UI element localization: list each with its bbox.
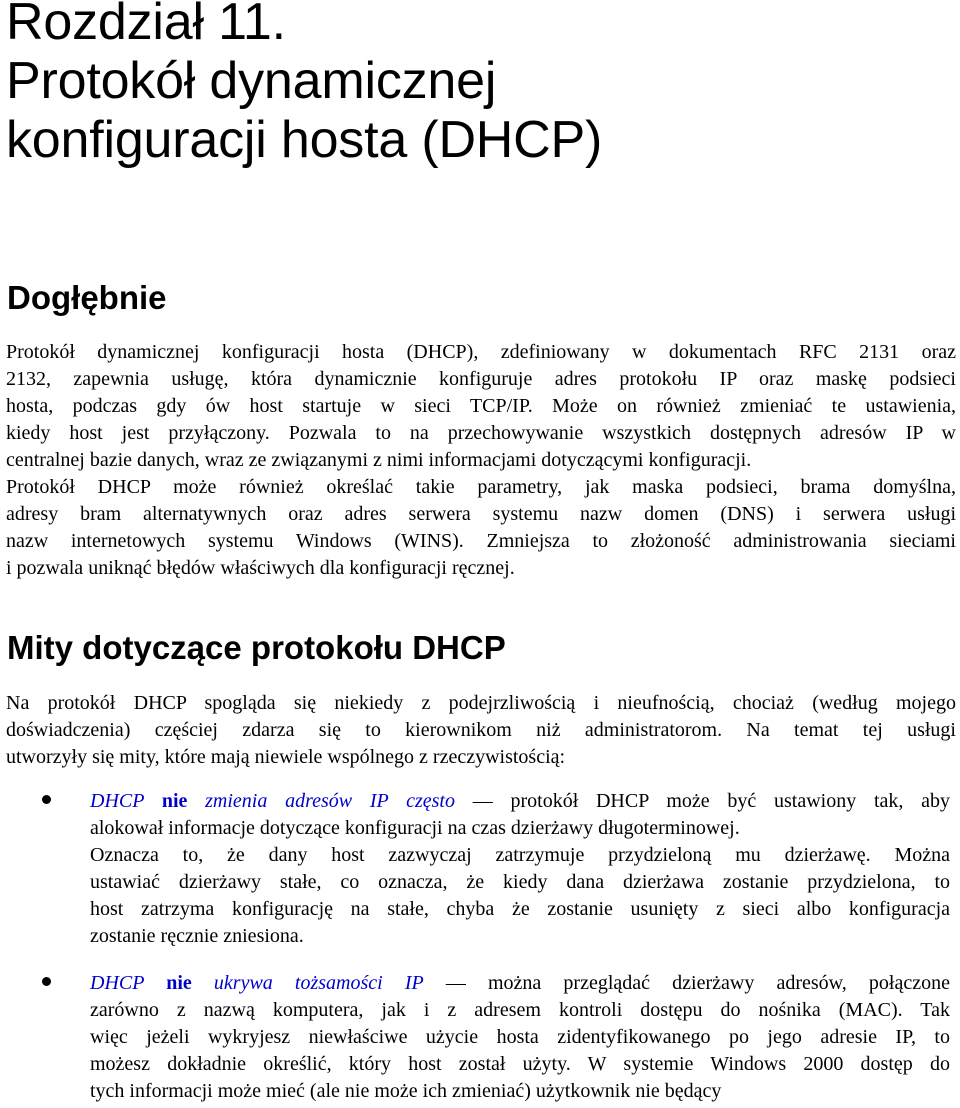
- text-line: ustawiać dzierżawy stałe, co oznacza, że kiedy dana dzierżawa zostanie przydzielona, to: [90, 871, 950, 893]
- section-heading-mity: Mity dotyczące protokołu DHCP: [7, 629, 506, 666]
- text-line: nazw internetowych systemu Windows (WINS). Zmniejsza to złożoność administrowania sieciami: [6, 530, 956, 552]
- myth-title: DHCP nie ukrywa tożsamości IP: [90, 972, 424, 994]
- bullet-icon: [42, 977, 51, 986]
- text-line: Protokół dynamicznej konfiguracji hosta (DHCP), zdefiniowany w dokumentach RFC 2131 oraz: [6, 341, 956, 363]
- text-line: kiedy host jest przyłączony. Pozwala to na przechowywanie wszystkich dostępnych adresów IP w: [6, 422, 956, 444]
- text-line: host zatrzyma konfigurację na stałe, chyba że zostanie usunięty z sieci albo konfiguracja: [90, 898, 950, 920]
- chapter-title-line: konfiguracji hosta (DHCP): [6, 111, 603, 169]
- text-line: 2132, zapewnia usługę, która dynamicznie konfiguruje adres protokołu IP oraz maskę podsieci: [6, 368, 956, 390]
- chapter-title-line: Rozdział 11.: [6, 0, 286, 51]
- text-line: DHCP nie zmienia adresów IP często — protokół DHCP może być ustawiony tak, aby: [90, 790, 950, 812]
- text-line: i pozwala uniknąć błędów właściwych dla konfiguracji ręcznej.: [6, 557, 515, 579]
- myth-title: DHCP nie zmienia adresów IP często: [90, 790, 455, 812]
- section-heading-doglebnie: Dogłębnie: [7, 279, 167, 316]
- text-line: tych informacji może mieć (ale nie może ich zmieniać) użytkownik nie będący: [90, 1080, 722, 1102]
- text-line: utworzyły się mity, które mają niewiele wspólnego z rzeczywistością:: [6, 746, 566, 768]
- bullet-icon: [42, 795, 51, 804]
- text-line: Na protokół DHCP spogląda się niekiedy z podejrzliwością i nieufnością, chociaż (według mojego: [6, 692, 956, 714]
- list-item-body: [90, 788, 950, 950]
- text-line: Oznacza to, że dany host zazwyczaj zatrzymuje przydzieloną mu dzierżawę. Można: [90, 844, 950, 866]
- text-line: DHCP nie ukrywa tożsamości IP — można przeglądać dzierżawy adresów, połączone: [90, 972, 950, 994]
- text-line: centralnej bazie danych, wraz ze związanymi z nimi informacjami dotyczącymi konfiguracji.: [6, 449, 752, 471]
- paragraph-mity: [6, 690, 956, 771]
- list-item-body: [90, 970, 950, 1105]
- text-line: adresy bram alternatywnych oraz adres serwera systemu nazw domen (DNS) i serwera usługi: [6, 503, 956, 525]
- chapter-title: [6, 0, 956, 169]
- text-line: możesz dokładnie określić, który host został użyty. W systemie Windows 2000 dostęp do: [90, 1053, 950, 1075]
- text-line: zostanie ręcznie zniesiona.: [90, 925, 304, 947]
- text-line: hosta, podczas gdy ów host startuje w sieci TCP/IP. Może on również zmieniać te ustawienia,: [6, 395, 956, 417]
- chapter-title-line: Protokół dynamicznej: [6, 52, 497, 110]
- text-line: zarówno z nazwą komputera, jak i z adresem kontroli dostępu do nośnika (MAC). Tak: [90, 999, 950, 1021]
- text-line: doświadczenia) częściej zdarza się to kierownikom niż administratorom. Na temat tej usługi: [6, 719, 956, 741]
- text-line: alokował informacje dotyczące konfiguracji na czas dzierżawy długoterminowej.: [90, 817, 740, 839]
- paragraph-intro: [6, 339, 956, 582]
- text-line: Protokół DHCP może również określać takie parametry, jak maska podsieci, brama domyślna,: [6, 476, 956, 498]
- text-line: więc jeżeli wykryjesz niewłaściwe użycie hosta zidentyfikowanego po jego adresie IP, to: [90, 1026, 950, 1048]
